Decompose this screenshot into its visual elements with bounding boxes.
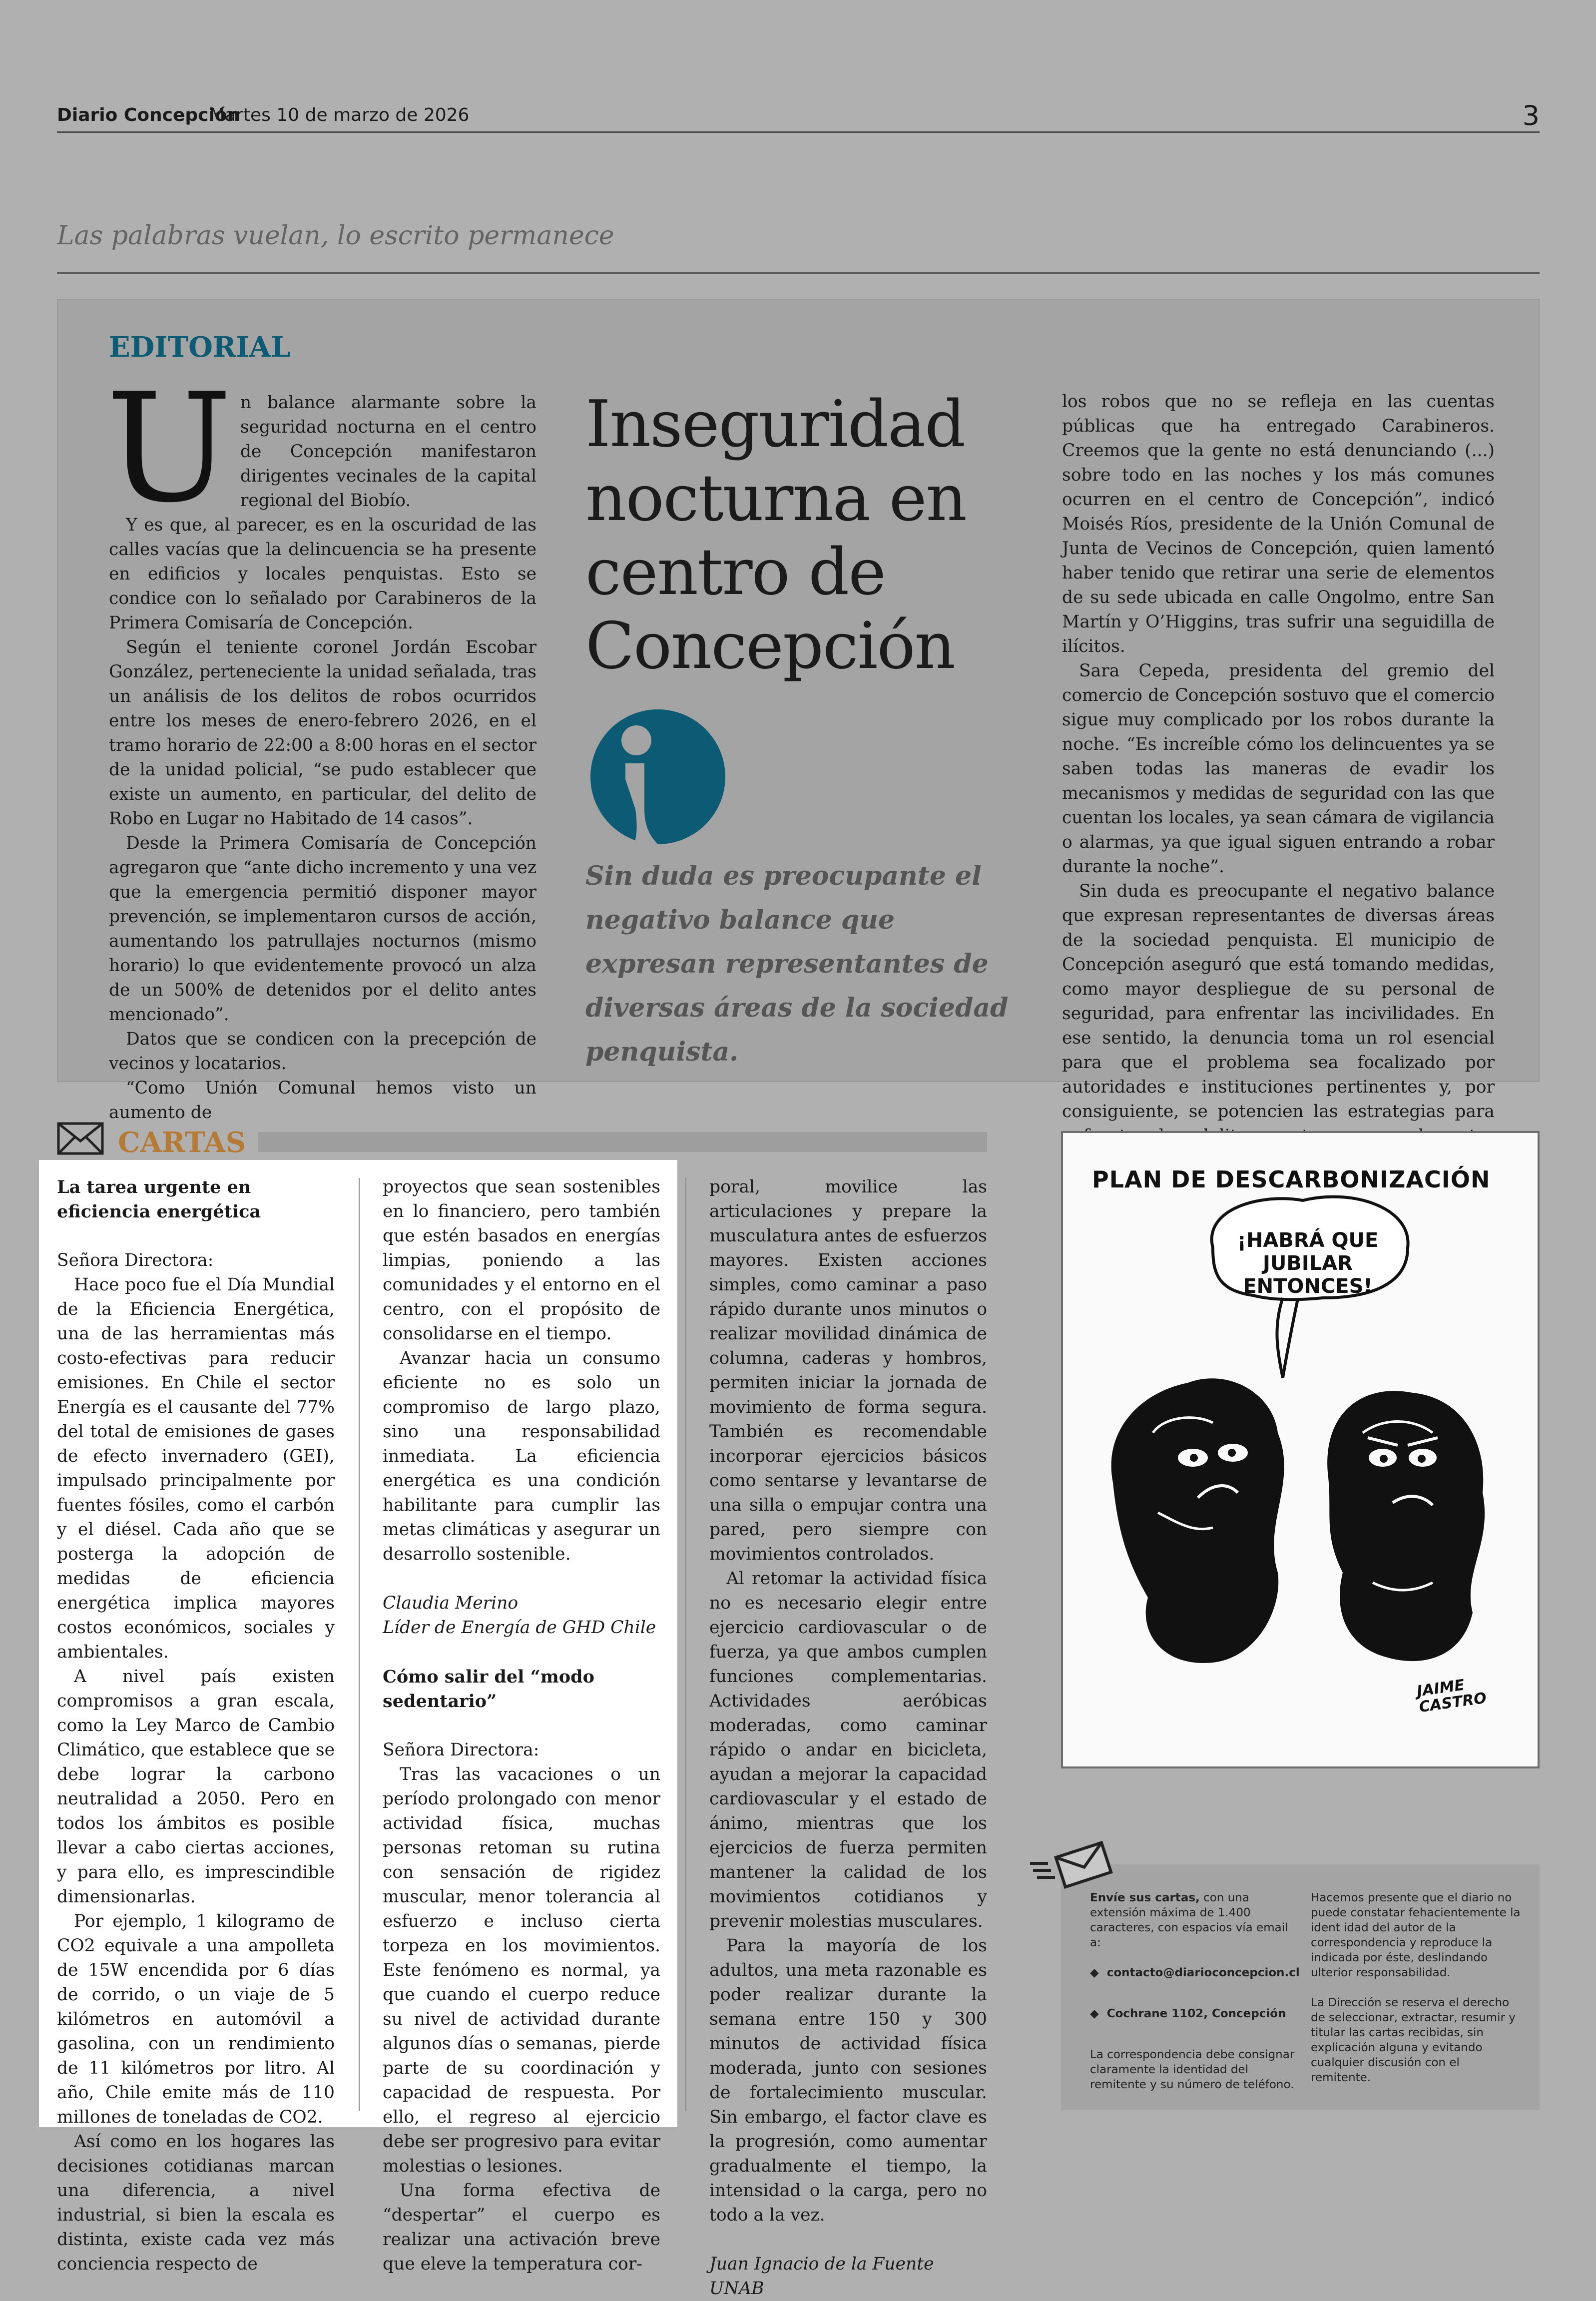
editorial-paragraph: Sin duda es preocupante el negativo balance que expresan representantes de diversas áreas de la sociedad penquista. El municipio de Concepción aseguró que está tomando medidas, como mayor despliegue de su personal de seguridad, para enfrentar las incivilidades. En ese sentido, la denuncia toma un rol esencial para que el problema sea focalizado por autoridades e instituciones pertinentes y, por consiguiente, se potencien las estrategias para (1062, 881, 1495, 1122)
info-i-icon (585, 704, 730, 849)
info-left-column (1090, 1890, 1300, 2107)
letters-column-3 (709, 1175, 987, 2301)
column-divider (359, 1178, 360, 2111)
disclaimer-note: Hacemos presente que el diario no puede constatar fehacientemente la ident idad del autor de la correspondencia y reproduce la indicada por éste, deslindando ulterior responsabilidad. (1311, 1891, 1521, 1979)
letter-paragraph: Así como en los hogares las decisiones cotidianas marcan una diferencia, a nivel industrial, si bien la escala es distinta, existe cada vez más conciencia respecto de (57, 2132, 335, 2274)
column-divider (685, 1178, 686, 2111)
letter-title: Cómo salir del “modo sedentario” (383, 1667, 594, 1712)
letter-paragraph: Por ejemplo, 1 kilogramo de CO2 equivale a una ampolleta de 15W encendida por 6 días de corrido, o un viaje de 5 kilómetros en automóvil a gasolina, con un rendimiento de 11 kilómetros por litro. Al año, Chile emite más de 110 millones de toneladas de CO2. (57, 1911, 335, 2127)
section-tagline: Las palabras vuelan, lo escrito permanece (57, 216, 1540, 274)
letters-column-2 (383, 1175, 660, 2277)
editorial-paragraph: Sara Cepeda, presidenta del gremio del comercio de Concepción sostuvo que el comercio sigue muy complicado por los robos durante la noche. “Es increíble cómo los delincuentes ya se saben todas las maneras de evadir los mecanismos y medidas de seguridad con las que cuentan los locales, ya sean cámara de vigilancia o alarmas, ya que igual siguen entrando a robar durante la noche”. (1062, 661, 1495, 877)
letters-column-1 (57, 1175, 335, 2277)
letter-paragraph: Hace poco fue el Día Mundial de la Eficiencia Energética, una de las herramientas más costo-efectivas para reducir emisiones. En Chile el sector Energía es el causante del 77% del total de emisiones de gases de efecto invernadero (GEI), impulsado principalmente por fuentes fósiles, como el carbón y el diésel. Cada año que se posterga la adopción de medidas de eficiencia energética implica mayores costos económicos, sociales y ambientales. (57, 1275, 335, 1662)
cartas-header (57, 1121, 987, 1159)
editorial-pullquote: Sin duda es preocupante el negativo balance que expresan representantes de diversas áreas de la sociedad penquista. (585, 861, 1009, 1067)
contact-address: ◆ Cochrane 1102, Concepción (1090, 2007, 1286, 2020)
letter-paragraph: proyectos que sean sostenibles en lo financiero, pero también que estén basados en energías limpias, poniendo a las comunidades y el entorno en el centro, con el propósito de consolidarse en el tiempo. (383, 1177, 660, 1344)
editorial-paragraph: “Como Unión Comunal hemos visto un aumento de (109, 1078, 536, 1123)
cartoonist-signature: JAIME CASTRO (1416, 1676, 1488, 1717)
editorial-panel (57, 299, 1540, 1123)
letter-signature-title: Líder de Energía de GHD Chile (383, 1618, 656, 1638)
editorial-rights-note: La Dirección se reserva el derecho de seleccionar, extractar, resumir y titular las cartas recibidas, sin explicación alguna y evitando cualquier discusión con el remitente. (1311, 1996, 1516, 2084)
contact-email: ◆ contacto@diarioconcepcion.cl (1090, 1966, 1300, 1979)
editorial-paragraph: Según el teniente coronel Jordán Escobar González, perteneciente la unidad señalada, tras un análisis de los delitos de robos ocurridos entre los meses de enero-febrero 2026, en el tramo horario de 22:00 a 8:00 horas en el sector de la unidad policial, “se pudo establecer que existe un aumento, en particular, del delito de Robo en Lugar no Habitado de 14 casos”. (109, 637, 536, 829)
cartas-title: CARTAS (118, 1126, 246, 1159)
info-right-column (1311, 1890, 1521, 2100)
editorial-paragraph: Y es que, al parecer, es en la oscuridad de las calles vacías que la delincuencia se ha presente en edificios y locales penquistas. Esto se condice con lo señalado por Carabineros de la Primera Comisaría de Concepción. (109, 515, 536, 633)
editorial-label: EDITORIAL (109, 331, 291, 364)
letter-salutation: Señora Directora: (383, 1740, 539, 1760)
letter-paragraph: poral, movilice las articulaciones y prepare la musculatura antes de esfuerzos mayores. Existen acciones simples, como caminar a paso rápido durante unos minutos o realizar movilidad dinámica de columna, caderas y hombros, permiten iniciar la jornada de movimiento de forma segura. También es recomendable incorporar ejercicios básicos como sentarse y levantarse de una silla o empujar contra una pared, pero siempre con movimientos controlados. (709, 1177, 987, 1564)
editorial-column-1 (106, 361, 536, 1125)
masthead (57, 100, 1540, 133)
letter-title: La tarea urgente en eficiencia energética (57, 1177, 261, 1222)
cartoon-drawing (1063, 1133, 1538, 1766)
letter-signature-name: Juan Ignacio de la Fuente (709, 2254, 934, 2274)
envelope-icon (57, 1122, 104, 1155)
editorial-paragraph: Desde la Primera Comisaría de Concepción agregaron que “ante dicho incremento y una vez que la emergencia permitió disponer mayor prevención, se implementaron cursos de acción, aumentando los patrullajes nocturnos (mismo horario) lo que evidentemente provocó un alza de un 500% de detenidos por el delito antes mencionado”. (109, 833, 536, 1025)
letter-paragraph: Una forma efectiva de “despertar” el cuerpo es realizar una activación breve que eleve la temperatura cor- (383, 2181, 660, 2274)
letters-info-box (1061, 1864, 1540, 2110)
editorial-paragraph: Un balance alarmante sobre la seguridad nocturna en el centro de Concepción manifestaron dirigentes vecinales de la capital regional del Biobío. (106, 361, 536, 536)
flying-envelope-icon (1028, 1838, 1113, 1886)
letter-signature-title: UNAB (709, 2279, 764, 2299)
letter-paragraph: Para la mayoría de los adultos, una meta razonable es poder realizar durante la semana entre 150 y 300 minutos de actividad física moderada, junto con sesiones de fortalecimiento muscular. Sin embargo, el factor clave es la progresión, como aumentar gradualmente el tiempo, la intensidad o la carga, pero no todo a la vez. (709, 1936, 987, 2225)
correspondence-note: La correspondencia debe consignar claramente la identidad del remitente y su número de teléfono. (1090, 2048, 1295, 2091)
editorial-paragraph: los robos que no se refleja en las cuentas públicas que ha entregado Carabineros. Creemos que la gente no está denunciando (...) sobre todo en las noches y los más comunes ocurren en el centro de Concepción”, indicó Moisés Ríos, presidente de la Unión Comunal de Junta de Vecinos de Concepción, quien lamentó haber tenido que retirar una serie de elementos de su sede ubicada en calle Ongolmo, entre San Martín y O’Higgins, tras sufrir una seguidilla de ilícitos. (1062, 392, 1495, 656)
page-number: 3 (1522, 100, 1540, 131)
letter-paragraph: Al retomar la actividad física no es necesario elegir entre ejercicio cardiovascular o de fuerza, ya que ambos cumplen funciones complementarias. Actividades aeróbicas moderadas, como caminar rápido o andar en bicicleta, ayudan a mejorar la capacidad cardiovascular y el estado de ánimo, mientras que los ejercicios de fuerza permiten mantener la calidad de los movimientos cotidianos y prevenir molestias musculares. (709, 1569, 987, 1931)
letter-paragraph: A nivel país existen compromisos a gran escala, como la Ley Marco de Cambio Climático, que establece que se debe lograr la carbono neutralidad a 2050. Pero en todos los ámbitos es posible llevar a cabo ciertas acciones, y para ello, es imprescindible dimensionarlas. (57, 1667, 335, 1907)
letter-paragraph: Tras las vacaciones o un período prolongado con menor actividad física, muchas personas retoman su rutina con sensación de rigidez muscular, menor tolerancia al esfuerzo e incluso cierta torpeza en los movimientos. Este fenómeno es normal, ya que cuando el cuerpo reduce su nivel de actividad durante algunos días o semanas, pierde parte de su coordinación y capacidad de respuesta. Por ello, el regreso al ejercicio debe ser progresivo para evitar molestias o lesiones. (383, 1764, 660, 2176)
letter-salutation: Señora Directora: (57, 1250, 214, 1270)
editorial-headline: Inseguridad nocturna en centro de Concepción (585, 387, 966, 683)
issue-date: Martes 10 de marzo de 2026 (209, 105, 470, 125)
cartoon-title: PLAN DE DESCARBONIZACIÓN (1092, 1166, 1491, 1193)
cartas-header-bar (258, 1132, 987, 1152)
letter-paragraph: Avanzar hacia un consumo eficiente no es solo un compromiso de largo plazo, sino una responsabilidad inmediata. La eficiencia energética es una condición habilitante para cumplir las metas climáticas y asegurar un desarrollo sostenible. (383, 1348, 660, 1564)
cartoon-speech-bubble: ¡HABRÁ QUE JUBILAR ENTONCES! (1237, 1229, 1379, 1298)
cartoon (1061, 1131, 1540, 1768)
letter-signature-name: Claudia Merino (383, 1593, 519, 1613)
editorial-column-3 (1062, 390, 1495, 1173)
drop-cap: U (106, 361, 232, 536)
submission-instructions: Envíe sus cartas, con una extensión máxima de 1.400 caracteres, con espacios vía email a: (1090, 1891, 1288, 1949)
paper-name: Diario Concepción (57, 105, 240, 125)
editorial-paragraph: Datos que se condicen con la precepción de vecinos y locatarios. (109, 1029, 536, 1074)
